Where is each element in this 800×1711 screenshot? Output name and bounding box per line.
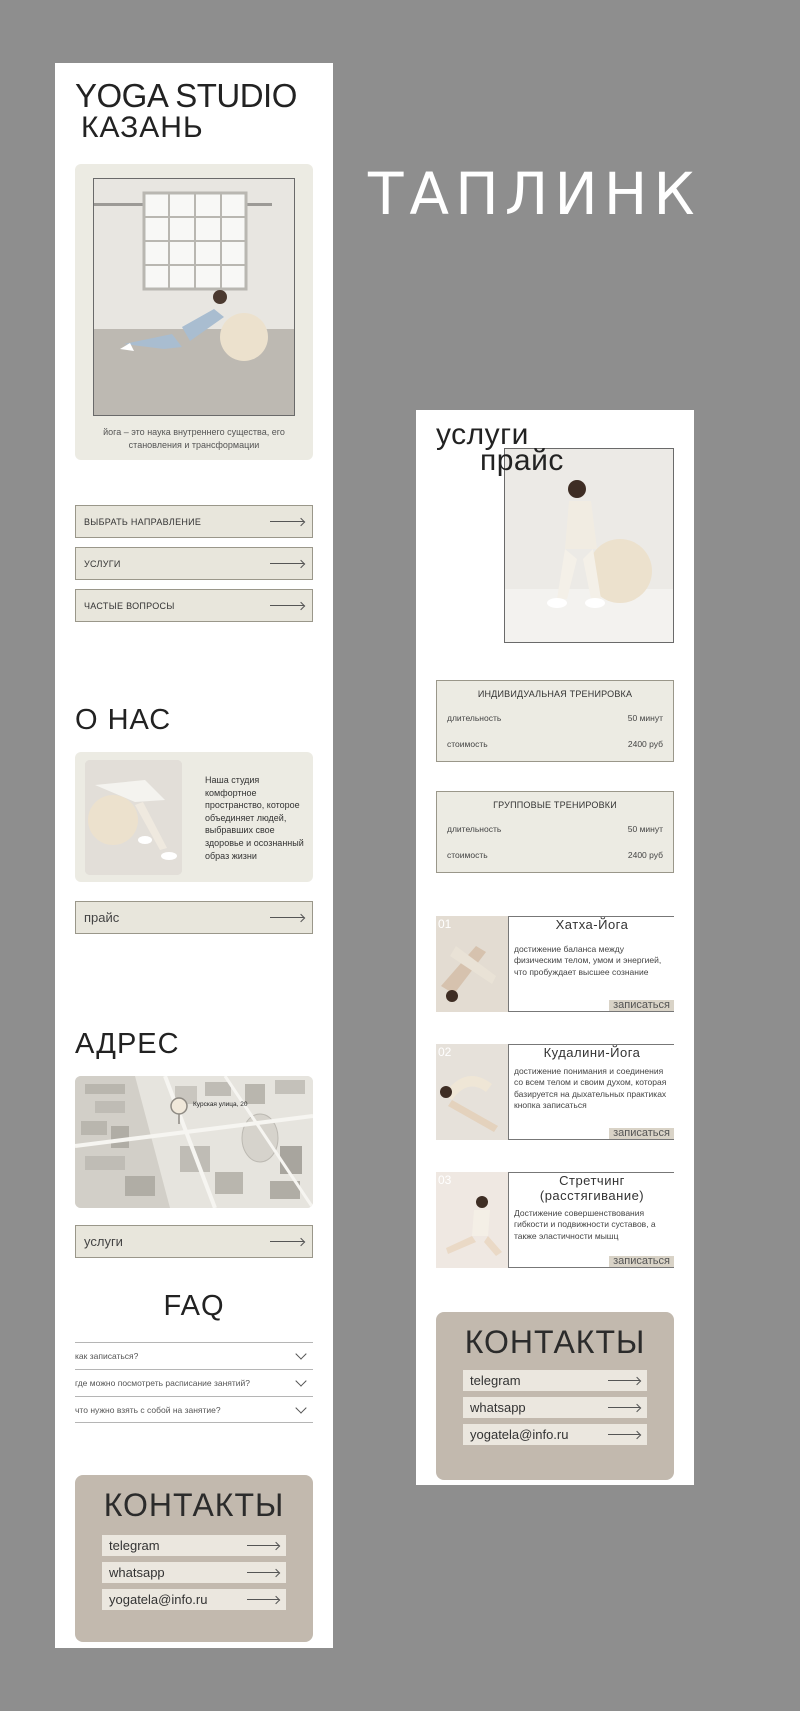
- duration-value: 50 минут: [627, 824, 663, 834]
- hero-caption: йога – это наука внутреннего существа, его становления и трансформации: [103, 427, 285, 450]
- contacts-card: [436, 1312, 674, 1480]
- faq-question: как записаться?: [75, 1351, 139, 1361]
- nav-choose-direction[interactable]: [75, 505, 313, 538]
- about-text: Наша студия комфортное пространство, которое объединяет людей, выбравших свое здоровье и осознанный образ жизни: [205, 775, 304, 861]
- chevron-down-icon: [295, 1348, 306, 1359]
- cost-label: стоимость: [447, 850, 488, 860]
- price-button[interactable]: [75, 901, 313, 934]
- price-card-title: ГРУППОВЫЕ ТРЕНИРОВКИ: [493, 800, 617, 810]
- service-title: Хатха-Йога: [555, 917, 629, 932]
- nav-label: ЧАСТЫЕ ВОПРОСЫ: [84, 600, 175, 611]
- contact-label: whatsapp: [470, 1400, 526, 1415]
- service-description: достижение баланса между физическим телом, умом и энергией, что пробуждает высшее сознание: [514, 944, 662, 977]
- service-title: Кудалини-Йога: [543, 1045, 641, 1060]
- email-link[interactable]: [102, 1589, 286, 1610]
- chevron-down-icon: [295, 1402, 306, 1413]
- chevron-down-icon: [295, 1375, 306, 1386]
- left-page: [55, 63, 333, 1648]
- service-description: достижение понимания и соединения со всем телом и своим духом, которая базируется на дыхательных практиках кнопка записаться: [514, 1066, 667, 1111]
- arrow-right-icon: [247, 1572, 279, 1573]
- faq-item[interactable]: [75, 1342, 313, 1369]
- contact-label: telegram: [109, 1538, 160, 1553]
- contact-label: yogatela@info.ru: [470, 1427, 569, 1442]
- service-title: Стретчинг (расстягивание): [539, 1173, 645, 1203]
- services-button[interactable]: [75, 1225, 313, 1258]
- arrow-right-icon: [247, 1545, 279, 1546]
- duration-value: 50 минут: [627, 713, 663, 723]
- address-title: АДРЕС: [75, 1028, 180, 1060]
- brand-city: КАЗАНЬ: [81, 111, 204, 144]
- nav-label: ВЫБРАТЬ НАПРАВЛЕНИЕ: [84, 516, 202, 527]
- service-card-stretching: [436, 1172, 674, 1270]
- email-link[interactable]: [463, 1424, 647, 1445]
- service-number: 01: [438, 917, 452, 931]
- duration-label: длительность: [447, 824, 502, 834]
- duration-label: длительность: [447, 713, 502, 723]
- whatsapp-link[interactable]: [463, 1397, 647, 1418]
- arrow-right-icon: [270, 605, 304, 606]
- telegram-link[interactable]: [463, 1370, 647, 1391]
- arrow-right-icon: [270, 1241, 304, 1242]
- signup-button[interactable]: записаться: [609, 1256, 674, 1267]
- cost-value: 2400 руб: [627, 739, 663, 749]
- arrow-right-icon: [270, 917, 304, 918]
- service-number: 02: [438, 1045, 452, 1059]
- hero-photo: [93, 178, 295, 416]
- service-number: 03: [438, 1173, 452, 1187]
- cost-value: 2400 руб: [627, 850, 663, 860]
- about-title: О НАС: [75, 704, 172, 736]
- cost-label: стоимость: [447, 739, 488, 749]
- arrow-right-icon: [608, 1380, 640, 1381]
- contacts-title: КОНТАКТЫ: [464, 1324, 646, 1360]
- contact-label: telegram: [470, 1373, 521, 1388]
- brand: [75, 79, 297, 144]
- map[interactable]: [75, 1076, 313, 1208]
- services-title: услуги: [436, 418, 529, 451]
- right-page: [416, 410, 694, 1485]
- nav-faq[interactable]: [75, 589, 313, 622]
- faq-item[interactable]: [75, 1396, 313, 1423]
- arrow-right-icon: [247, 1599, 279, 1600]
- contact-label: yogatela@info.ru: [109, 1592, 208, 1607]
- signup-button[interactable]: записаться: [609, 1000, 674, 1011]
- about-card: [75, 752, 313, 882]
- map-address-label: Курская улица, 20: [193, 1101, 248, 1108]
- contacts-card: [75, 1475, 313, 1642]
- service-description: Достижение совершенствования гибкости и подвижности суставов, а также эластичности мышц: [514, 1208, 656, 1241]
- whatsapp-link[interactable]: [102, 1562, 286, 1583]
- signup-button[interactable]: записаться: [609, 1128, 674, 1139]
- faq-title: FAQ: [163, 1290, 225, 1322]
- arrow-right-icon: [270, 521, 304, 522]
- hero-card: [75, 164, 313, 460]
- nav-services[interactable]: [75, 547, 313, 580]
- hero-title: ТАПЛИНК: [368, 160, 701, 228]
- price-card-title: ИНДИВИДУАЛЬНАЯ ТРЕНИРОВКА: [477, 689, 633, 699]
- service-card-kundalini: [436, 1044, 674, 1142]
- faq-item[interactable]: [75, 1369, 313, 1396]
- faq-question: что нужно взять с собой на занятие?: [75, 1404, 221, 1415]
- contacts-title: КОНТАКТЫ: [103, 1487, 285, 1523]
- price-button-label: прайс: [84, 910, 120, 925]
- telegram-link[interactable]: [102, 1535, 286, 1556]
- price-card-individual: [436, 680, 674, 762]
- about-photo: [85, 760, 182, 875]
- price-title: прайс: [480, 444, 564, 477]
- brand-title: YOGA STUDIO: [75, 77, 297, 114]
- nav-label: УСЛУГИ: [84, 558, 121, 569]
- arrow-right-icon: [270, 563, 304, 564]
- service-card-hatha: [436, 916, 674, 1014]
- services-button-label: услуги: [84, 1234, 123, 1249]
- arrow-right-icon: [608, 1434, 640, 1435]
- arrow-right-icon: [608, 1407, 640, 1408]
- price-card-group: [436, 791, 674, 873]
- faq-question: где можно посмотреть расписание занятий?: [75, 1378, 251, 1388]
- contact-label: whatsapp: [109, 1565, 165, 1580]
